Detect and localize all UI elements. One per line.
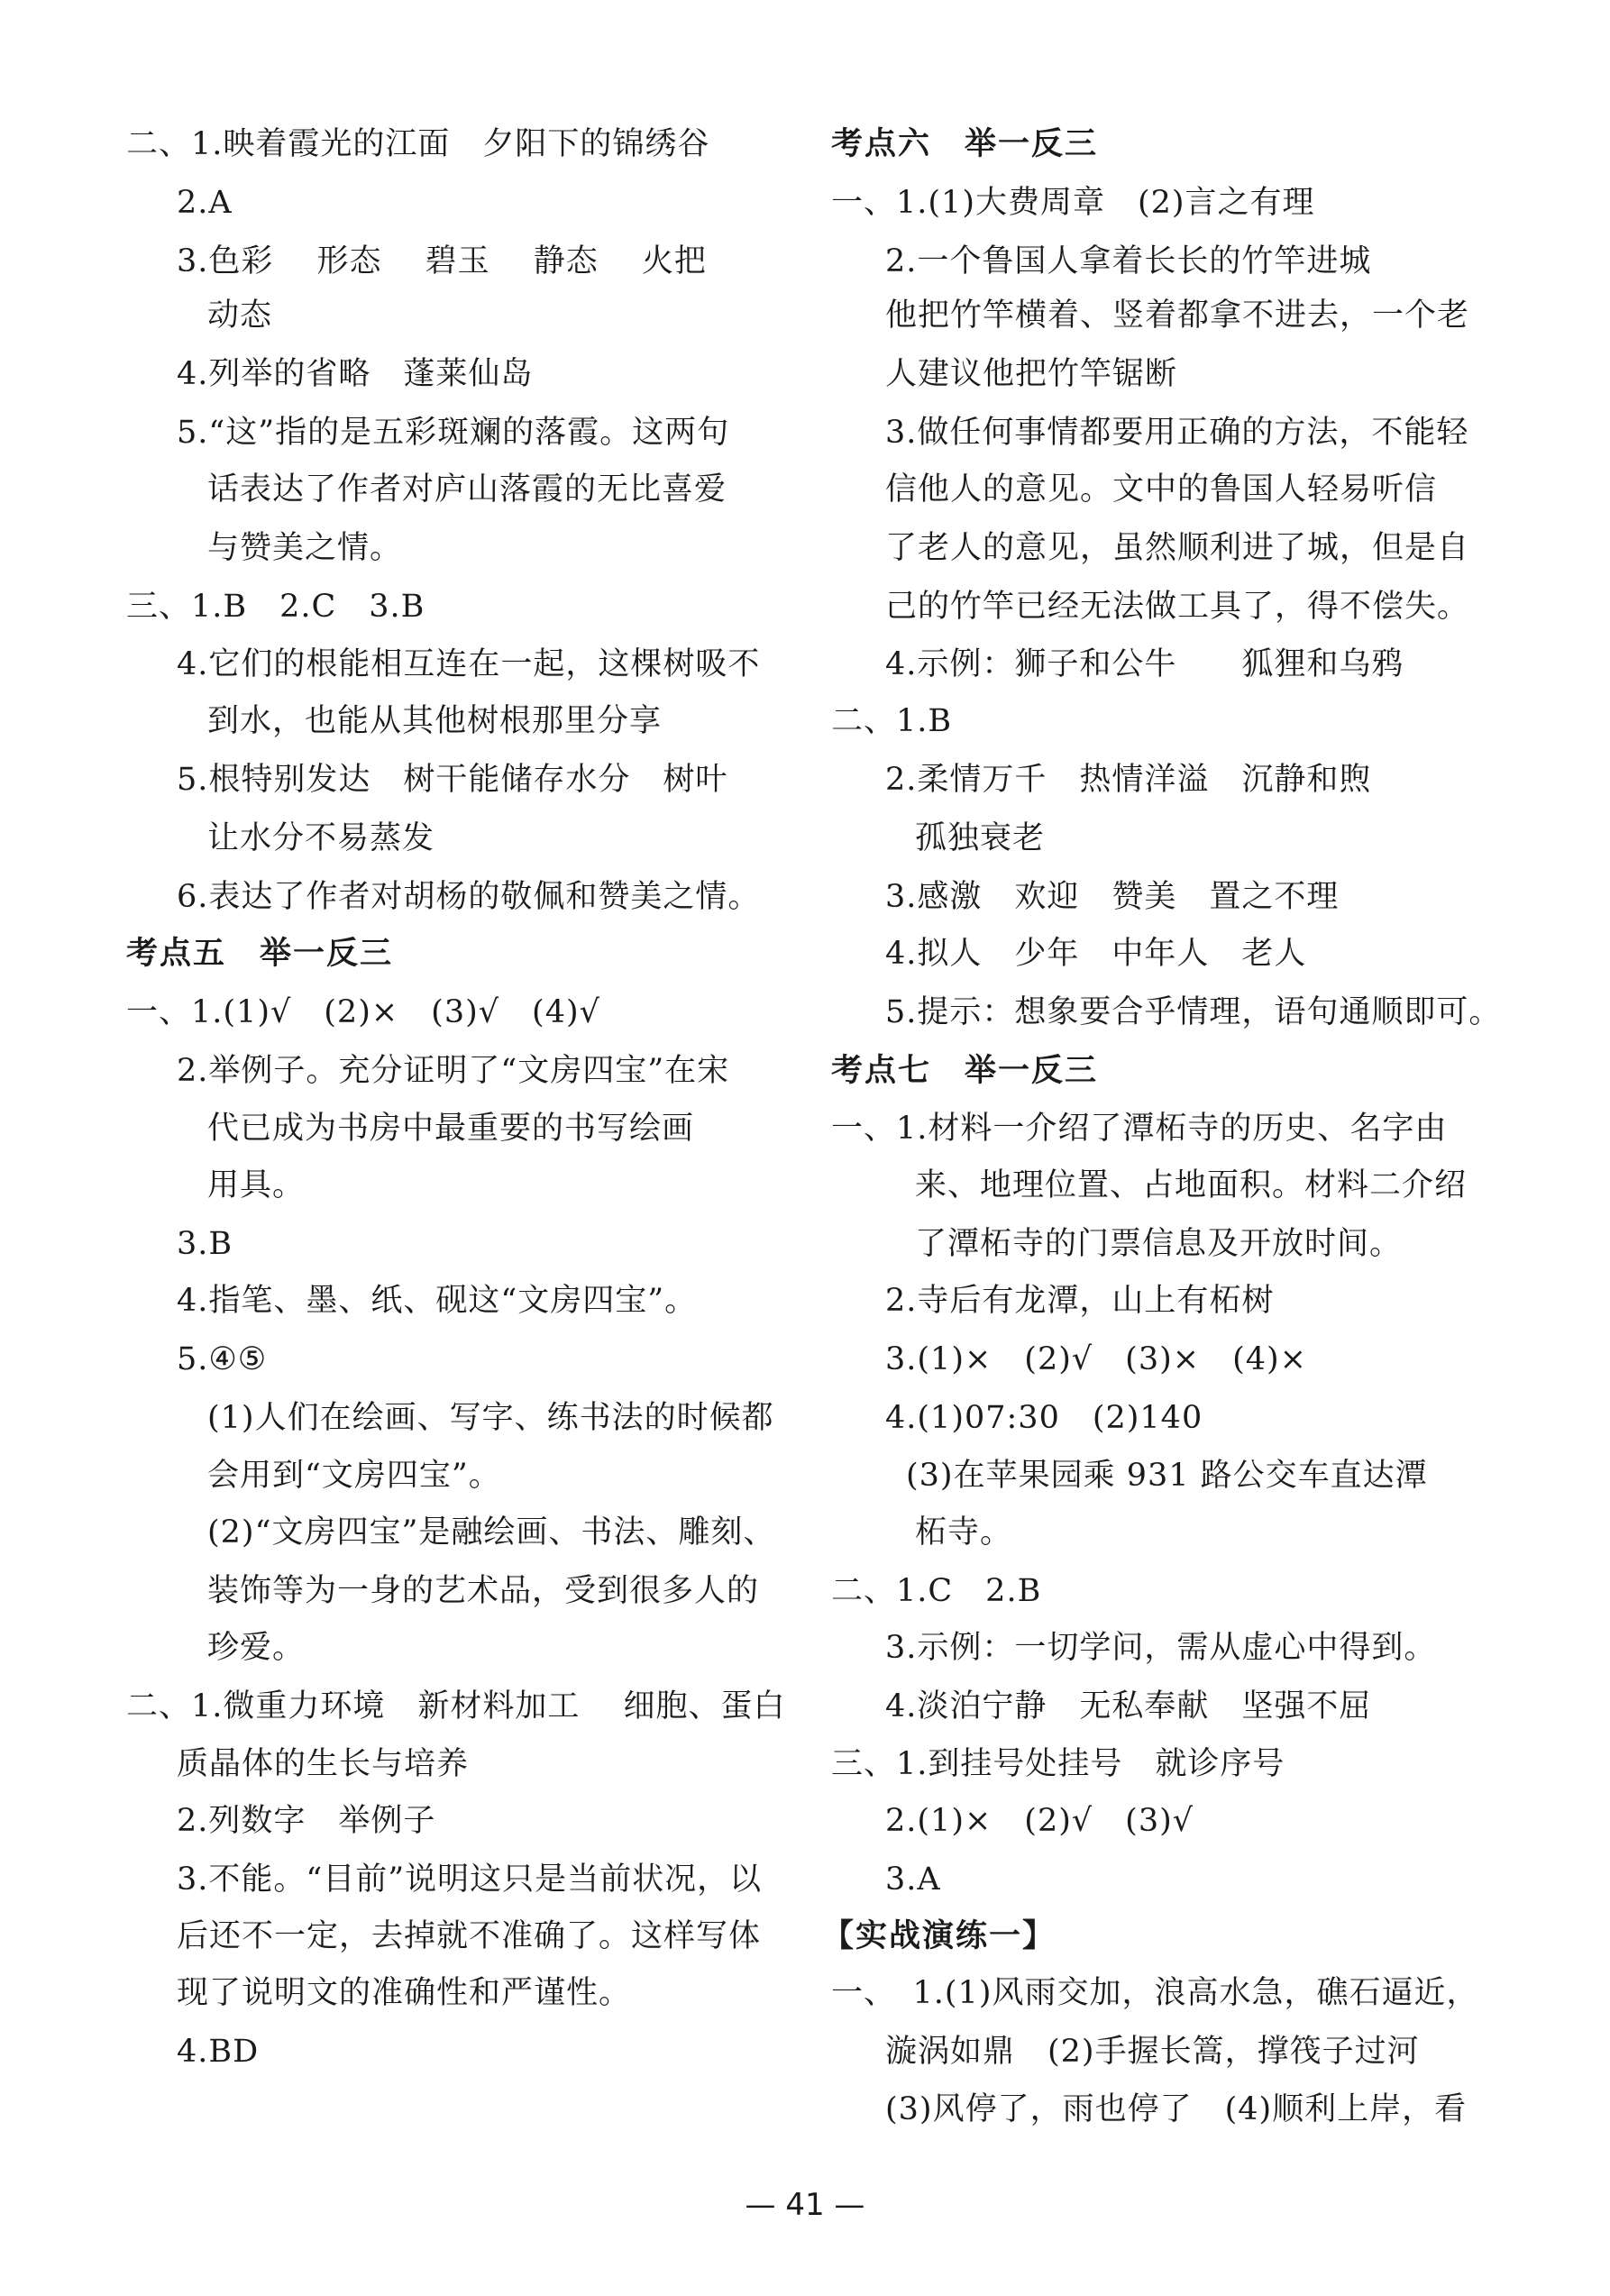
practice-heading: 【实战演练一】 (822, 1918, 1057, 1954)
answer-line: 让水分不易蒸发 (207, 820, 435, 856)
answer-line: 一、1.(1)大费周章 (2)言之有理 (831, 185, 1315, 221)
answer-line: 质晶体的生长与培养 (177, 1746, 470, 1782)
answer-line: 后还不一定，去掉就不准确了。这样写体 (177, 1918, 762, 1954)
answer-line: 柘寺。 (915, 1514, 1013, 1550)
answer-line: (3)风停了，雨也停了 (4)顺利上岸，看 (885, 2091, 1468, 2127)
answer-line: 4.拟人 少年 中年人 老人 (885, 936, 1307, 972)
answer-line: 二、1.微重力环境 新材料加工 细胞、蛋白 (126, 1688, 786, 1724)
answer-line: 动态 (207, 297, 273, 334)
answer-line: 现了说明文的准确性和严谨性。 (177, 1975, 632, 2011)
answer-line: 5.根特别发达 树干能储存水分 树叶 (177, 762, 728, 798)
answer-line: 他把竹竿横着、竖着都拿不进去，一个老 (885, 297, 1470, 334)
answer-line: (2)“文房四宝”是融绘画、书法、雕刻、 (207, 1514, 776, 1550)
answer-line: 装饰等为一身的艺术品，受到很多人的 (207, 1573, 760, 1609)
answer-line: 2.柔情万千 热情洋溢 沉静和煦 (885, 762, 1372, 798)
answer-line: 2.A (177, 185, 233, 221)
answer-line: 5.④⑤ (177, 1341, 268, 1377)
answer-line: 5.“这”指的是五彩斑斓的落霞。这两句 (177, 415, 730, 451)
answer-line: 来、地理位置、占地面积。材料二介绍 (915, 1167, 1468, 1203)
answer-line: 孤独衰老 (915, 820, 1046, 856)
answer-line: 4.(1)07:30 (2)140 (885, 1400, 1203, 1436)
answer-line: 2.(1)× (2)√ (3)√ (885, 1803, 1194, 1839)
answer-line: 6.表达了作者对胡杨的敬佩和赞美之情。 (177, 879, 761, 915)
answer-line: 用具。 (207, 1167, 306, 1203)
section-heading: 考点五 举一反三 (126, 936, 394, 972)
section-heading: 考点六 举一反三 (831, 126, 1099, 162)
answer-line: 3.A (885, 1861, 941, 1898)
answer-line: 漩涡如鼎 (2)手握长篙，撑筏子过河 (885, 2034, 1420, 2070)
section-heading: 考点七 举一反三 (831, 1053, 1099, 1089)
answer-line: 4.它们的根能相互连在一起，这棵树吸不 (177, 646, 761, 682)
answer-line: 3.(1)× (2)√ (3)× (4)× (885, 1341, 1307, 1377)
answer-line: 三、1.B 2.C 3.B (126, 589, 425, 625)
answer-line: 三、1.到挂号处挂号 就诊序号 (831, 1746, 1285, 1782)
answer-line: 信他人的意见。文中的鲁国人轻易听信 (885, 471, 1438, 508)
answer-line: 话表达了作者对庐山落霞的无比喜爱 (207, 471, 727, 508)
answer-line: 2.寺后有龙潭，山上有柘树 (885, 1283, 1275, 1319)
answer-line: 一、1.材料一介绍了潭柘寺的历史、名字由 (831, 1111, 1448, 1147)
answer-line: 二、1.C 2.B (831, 1573, 1042, 1609)
answer-line: 4.淡泊宁静 无私奉献 坚强不屈 (885, 1688, 1372, 1724)
answer-line: 己的竹竿已经无法做工具了，得不偿失。 (885, 589, 1470, 625)
answer-line: 一、 1.(1)风雨交加，浪高水急，礁石逼近， (831, 1975, 1479, 2011)
answer-line: 2.一个鲁国人拿着长长的竹竿进城 (885, 243, 1372, 279)
answer-line: 3.色彩 形态 碧玉 静态 火把 (177, 243, 707, 279)
answer-line: 了潭柘寺的门票信息及开放时间。 (915, 1226, 1403, 1262)
page-number: — 41 — (745, 2187, 865, 2223)
answer-line: 代已成为书房中最重要的书写绘画 (207, 1111, 695, 1147)
answer-line: 3.不能。“目前”说明这只是当前状况，以 (177, 1861, 763, 1898)
answer-line: 3.做任何事情都要用正确的方法，不能轻 (885, 415, 1469, 451)
answer-line: 3.感激 欢迎 赞美 置之不理 (885, 879, 1340, 915)
answer-line: 2.举例子。充分证明了“文房四宝”在宋 (177, 1053, 730, 1089)
answer-line: 人建议他把竹竿锯断 (885, 356, 1178, 392)
answer-line: 2.列数字 举例子 (177, 1803, 436, 1839)
answer-line: 珍爱。 (207, 1630, 306, 1666)
answer-line: 二、1.B (831, 703, 953, 739)
answer-line: 会用到“文房四宝”。 (207, 1458, 501, 1494)
answer-line: 5.提示：想象要合乎情理，语句通顺即可。 (885, 994, 1502, 1030)
answer-line: 到水，也能从其他树根那里分享 (207, 703, 663, 739)
answer-line: 3.示例：一切学问，需从虚心中得到。 (885, 1630, 1437, 1666)
answer-line: 二、1.映着霞光的江面 夕阳下的锦绣谷 (126, 126, 710, 162)
answer-line: 4.示例：狮子和公牛 狐狸和乌鸦 (885, 646, 1404, 682)
answer-line: 3.B (177, 1226, 233, 1262)
answer-line: 4.BD (177, 2034, 260, 2070)
answer-line: (3)在苹果园乘 931 路公交车直达潭 (906, 1458, 1428, 1494)
answer-line: 了老人的意见，虽然顺利进了城，但是自 (885, 530, 1470, 566)
answer-line: 4.指笔、墨、纸、砚这“文房四宝”。 (177, 1283, 698, 1319)
answer-line: 与赞美之情。 (207, 530, 403, 566)
answer-line: 4.列举的省略 蓬莱仙岛 (177, 356, 534, 392)
answer-line: (1)人们在绘画、写字、练书法的时候都 (207, 1400, 774, 1436)
answer-line: 一、1.(1)√ (2)× (3)√ (4)√ (126, 994, 600, 1030)
